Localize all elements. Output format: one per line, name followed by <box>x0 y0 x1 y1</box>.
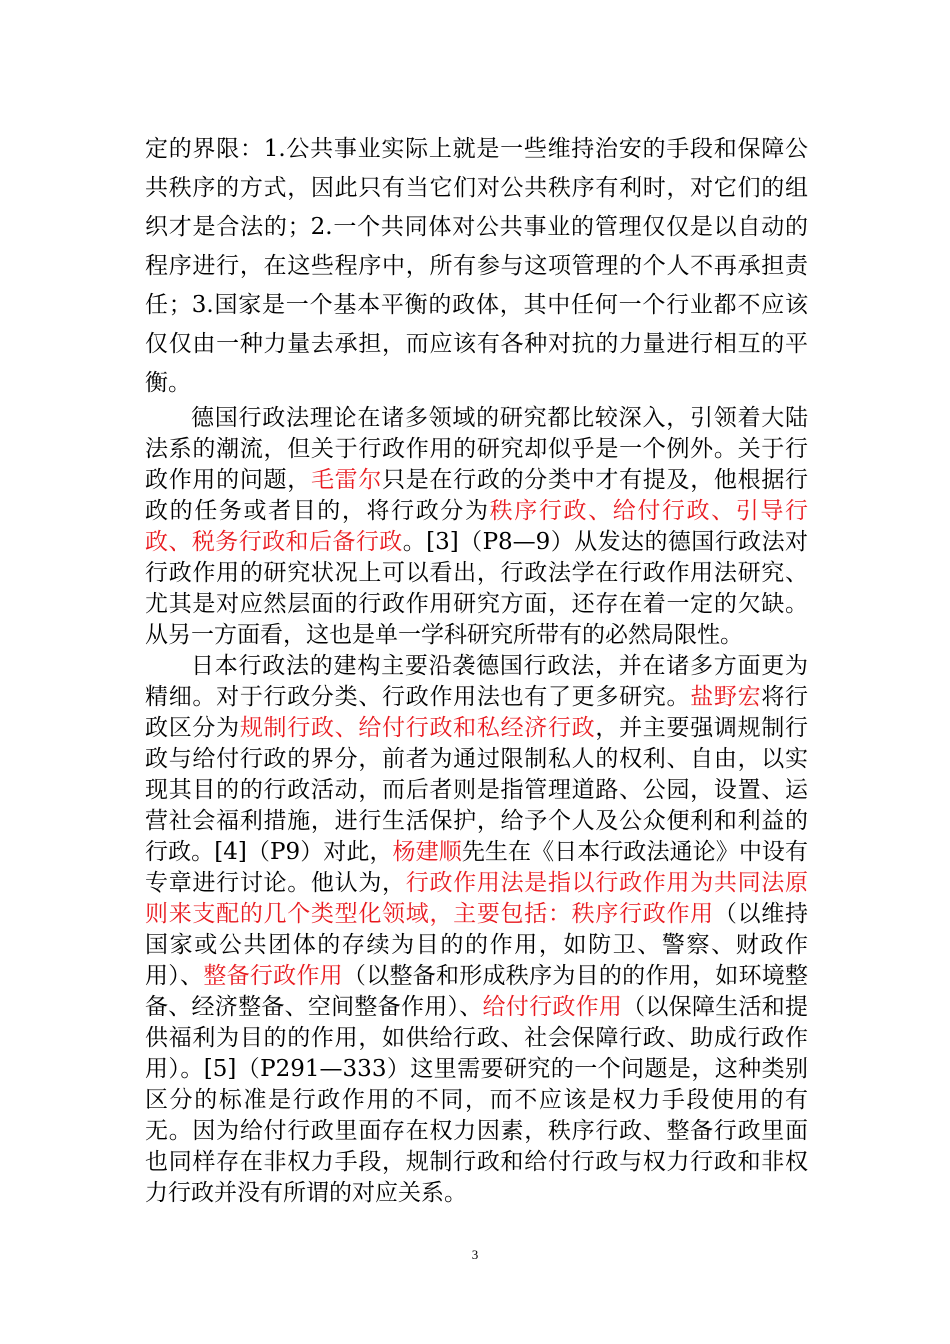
paragraph-3 <box>145 651 808 1209</box>
highlighted-text: 规制行政、给付行政和私经济行政 <box>239 715 596 741</box>
text-run: （以维持国家或公共团体的存续为目的的作用，如防卫、警察、财政作用）、 <box>145 901 809 989</box>
paragraph-2 <box>145 403 808 651</box>
text-run: ，并主要强调规制行政与给付行政的界分，前者为通过限制私人的权利、自由，以实现其目的的行政活动，而后者则是指管理道路、公园，设置、运营社会福利措施，进行生活保护，给予个人及公众便利和利益的行政。[4]（P9）对此， <box>145 715 809 865</box>
text-run: 日本行政法的建构主要沿袭德国行政法，并在诸多方面更为精细。对于行政分类、行政作用法也有了更多研究。 <box>145 653 808 710</box>
highlighted-text: 行政作用法是指以行政作用为共同法原则来支配的几个类型化领域，主要包括：秩序行政作用 <box>145 870 809 927</box>
paragraph-1 <box>145 130 808 403</box>
highlighted-text: 毛雷尔 <box>310 467 383 493</box>
page-number: 3 <box>471 1247 479 1262</box>
text-run: 定的界限：1.公共事业实际上就是一些维持治安的手段和保障公共秩序的方式，因此只有当它们对公共秩序有利时，对它们的组织才是合法的；2.一个共同体对公共事业的管理仅仅是以自动的程序进行，在这些程序中，所有参与这项管理的个人不再承担责任；3.国家是一个基本平衡的政体，其中任何一个行业都不应该仅仅由一种力量去承担，而应该有各种对抗的力量进行相互的平衡。 <box>145 136 808 396</box>
text-run: 先生在《日本行政法通论》中设有专章进行讨论。他认为， <box>145 839 809 896</box>
text-run: （以保障生活和提供福利为目的的作用，如供给行政、社会保障行政、助成行政作用）。[5]（P291—333）这里需要研究的一个问题是，这种类别区分的标准是行政作用的不同，而不应该是权力手段使用的有无。因为给付行政里面存在权力因素，秩序行政、整备行政里面也同样存在非权力手段，规制行政和给付行政与权力行政和非权力行政并没有所谓的对应关系。 <box>145 994 809 1206</box>
highlighted-text: 给付行政作用 <box>482 994 623 1020</box>
text-run: 将行政区分为 <box>145 684 809 741</box>
text-run: 只是在行政的分类中才有提及，他根据行政的任务或者目的，将行政分为 <box>145 467 809 524</box>
document-page <box>145 120 808 1209</box>
text-run: 。[3]（P8—9）从发达的德国行政法对行政作用的研究状况上可以看出，行政法学在行政作用法研究、尤其是对应然层面的行政作用研究方面，还存在着一定的欠缺。从另一方面看，这也是单一学科研究所带有的必然局限性。 <box>145 529 809 648</box>
highlighted-text: 盐野宏 <box>690 684 762 710</box>
highlighted-text: 秩序行政、给付行政、引导行政、税务行政和后备行政 <box>145 498 809 555</box>
highlighted-text: 整备行政作用 <box>203 963 343 989</box>
highlighted-text: 杨建顺 <box>392 839 462 865</box>
text-run: 德国行政法理论在诸多领域的研究都比较深入，引领着大陆法系的潮流，但关于行政作用的研究却似乎是一个例外。关于行政作用的问题， <box>145 405 808 493</box>
text-run: （以整备和形成秩序为目的的作用，如环境整备、经济整备、空间整备作用）、 <box>145 963 809 1020</box>
